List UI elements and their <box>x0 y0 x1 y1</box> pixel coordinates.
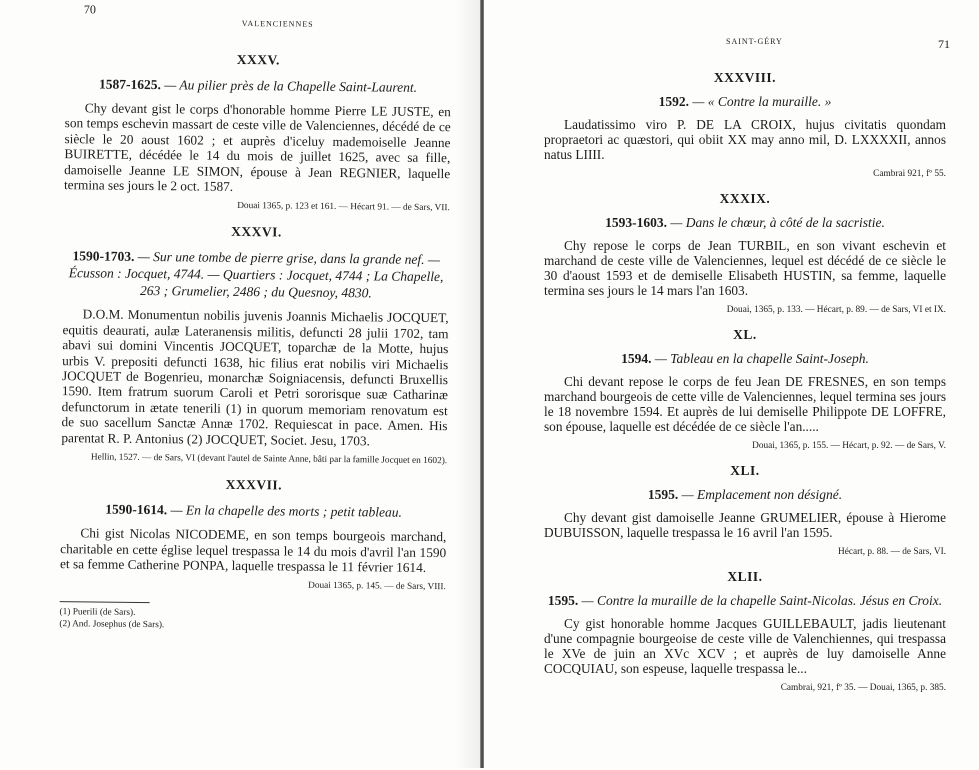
entry-source: Hellin, 1527. — de Sars, VI (devant l'autel de Sainte Anne, bâti par la famille Jocquet en 1602). <box>90 452 448 467</box>
footnotes <box>59 606 445 634</box>
right-page-number: 71 <box>938 37 950 51</box>
left-page <box>0 0 482 770</box>
entry-source: Douai 1365, p. 123 et 161. — Hécart 91. — de Sars, VII. <box>237 201 450 214</box>
entry-number: XXXV. <box>236 51 280 68</box>
entry-xxxviii <box>544 70 946 180</box>
left-page-number: 70 <box>83 2 96 17</box>
entry-heading <box>544 93 946 110</box>
entry-date: 1595. <box>547 593 579 608</box>
entry-number: XL. <box>733 327 757 342</box>
entry-text: Chy devant gist damoiselle Jeanne GRUMELIER, épouse à Hierome DUBUISSON, laquelle trespassa le 16 avril l'an 1595. <box>544 510 946 540</box>
entry-text: Chy repose le corps de Jean TURBIL, en son vivant eschevin et marchand de ceste ville de Valenciennes, lequel est décédé de ce siècle le 30 d'aoust 1593 et de demiselle Elisabeth HUSTIN, sa femme, laquelle termina ses jours le 14 mars l'an 1603. <box>544 238 946 298</box>
entry-number: XXXVIII. <box>713 70 777 85</box>
entry-date: 1592. <box>658 94 689 109</box>
entry-location: — Dans le chœur, à côté de la sacristie. <box>670 215 885 230</box>
entry-number: XXXVI. <box>231 224 282 240</box>
entry-location: — Au pilier près de la Chapelle Saint-Laurent. <box>164 77 418 95</box>
entry-location: — Tableau en la chapelle Saint-Joseph. <box>654 351 869 366</box>
entry-date: 1587-1625. <box>99 76 162 93</box>
entry-location: — « Contre la muraille. » <box>692 94 832 109</box>
entry-heading <box>63 248 450 303</box>
left-page-content <box>59 50 451 634</box>
entry-source: Douai, 1365, p. 155. — Hécart, p. 92. — de Sars, V. <box>752 441 946 451</box>
entry-xxxv <box>64 50 452 214</box>
entry-number: XXXVII. <box>225 476 283 493</box>
entry-xxxvi <box>61 223 449 468</box>
entry-text: Chy devant gist le corps d'honorable homme Pierre LE JUSTE, en son temps eschevin massart de ceste ville de Valenciennes, décédé de ce siècle le 20 aoust 1602 ; et auprès d'iceluy mademoiselle Jeanne BUIRETTE, décédée le 14 du mois de juillet 1625, avec sa fille, damoiselle Jeanne LE SIMON, épouse à Jean REGNIER, laquelle termina ses jours le 2 oct. 1587. <box>63 100 451 194</box>
entry-date: 1593-1603. <box>605 215 667 230</box>
entry-source: Douai 1365, p. 145. — de Sars, VIII. <box>308 581 446 593</box>
entry-date: 1590-1614. <box>105 501 168 518</box>
entry-source: Hécart, p. 88. — de Sars, VI. <box>837 547 946 557</box>
entry-xlii <box>544 569 946 694</box>
entry-source: Cambrai, 921, fº 35. — Douai, 1365, p. 385. <box>780 683 946 693</box>
footnote-2: (2) And. Josephus (de Sars). <box>59 619 165 631</box>
entry-location: — Emplacement non désigné. <box>681 487 843 502</box>
entry-date: 1594. <box>621 351 652 366</box>
entry-text: D.O.M. Monumentun nobilis juvenis Joannis Michaelis JOCQUET, equitis deaurati, aulæ Lateranensis militis, defuncti 28 julii 1702, tam abavi sui domini Vincentis JOCQUET, toparchæ de la Motte, hujus urbis V. prepositi defuncti 1638, hic filius erat nobilis viri Michaelis JOCQUET de Bogenrieu, monarchæ Soigniacensis, defuncti Bruxellis 1590. Item fratrum suorum Caroli et Petri sororisque suæ Catharinæ defunctorum in ætate tenerili (1) in quorum memoriam renovatum est de suo sacellum Sanctæ Annæ 1702. Requiescat in pace. Amen. His parentat R. P. Antonius (2) JOCQUET, Societ. Jesu, 1703. <box>61 306 449 449</box>
entry-xl <box>544 327 946 452</box>
entry-heading <box>544 214 946 231</box>
footnote-1: (1) Puerili (de Sars). <box>59 607 136 619</box>
entry-xli <box>544 463 946 558</box>
entry-location: — Sur une tombe de pierre grise, dans la grande nef. — Écusson : Jocquet, 4744. — Quartiers : Jocquet, 4744 ; La Chapelle, 263 ; Grumelier, 2486 ; du Quesnoy, 4830. <box>68 249 444 301</box>
right-page <box>486 0 979 768</box>
entry-text: Chi devant repose le corps de feu Jean DE FRESNES, en son temps marchand bourgeois de cette ville de Valenciennes, lequel termina ses jours le 18 novembre 1594. Et auprès de lui demiselle Philippote DE LOFFRE, son épouse, laquelle est décédée de ce siècle l'an..... <box>544 374 946 434</box>
entry-location: — En la chapelle des morts ; petit tableau. <box>170 502 402 520</box>
entry-text: Cy gist honorable homme Jacques GUILLEBAULT, jadis lieutenant d'une compagnie bourgeoise de ceste ville de Valenchiennes, qui trespassa le XVe de juin an XVc XCV ; et auprès de luy damoiselle Anne COCQUIAU, son espeuse, laquelle trespassa le... <box>544 616 946 676</box>
entry-source: Cambrai 921, fº 55. <box>873 169 946 179</box>
footnote-divider <box>60 601 150 603</box>
entry-number: XXXIX. <box>719 191 771 206</box>
entry-date: 1595. <box>647 487 679 502</box>
entry-text: Laudatissimo viro P. DE LA CROIX, hujus civitatis quondam propraetori ac quæstori, qui obiit XX may anno mil, D. LXXXXII, annos natus LIIII. <box>544 117 946 162</box>
entry-text: Chi gist Nicolas NICODEME, en son temps bourgeois marchand, charitable en cette église lequel trespassa le 14 du mois d'avril l'an 1590 et sa femme Catherine PONPA, laquelle trespassa le 11 février 1614. <box>59 525 447 575</box>
left-running-title: VALENCIENNES <box>241 18 314 29</box>
entry-heading <box>61 500 447 521</box>
entry-xxxvii <box>60 475 447 593</box>
entry-heading <box>544 486 946 503</box>
right-running-title: SAINT-GÉRY <box>726 37 783 46</box>
entry-date: 1590-1703. <box>72 248 135 265</box>
entry-heading <box>544 350 946 367</box>
entry-location: — Contre la muraille de la chapelle Saint-Nicolas. Jésus en Croix. <box>581 593 943 608</box>
entry-heading <box>544 592 946 609</box>
entry-source: Douai, 1365, p. 133. — Hécart, p. 89. — de Sars, VI et IX. <box>726 305 946 315</box>
entry-number: XLI. <box>730 463 760 478</box>
entry-xxxix <box>544 191 946 316</box>
right-page-content <box>544 70 946 705</box>
entry-heading <box>65 75 451 96</box>
entry-number: XLII. <box>727 569 763 584</box>
